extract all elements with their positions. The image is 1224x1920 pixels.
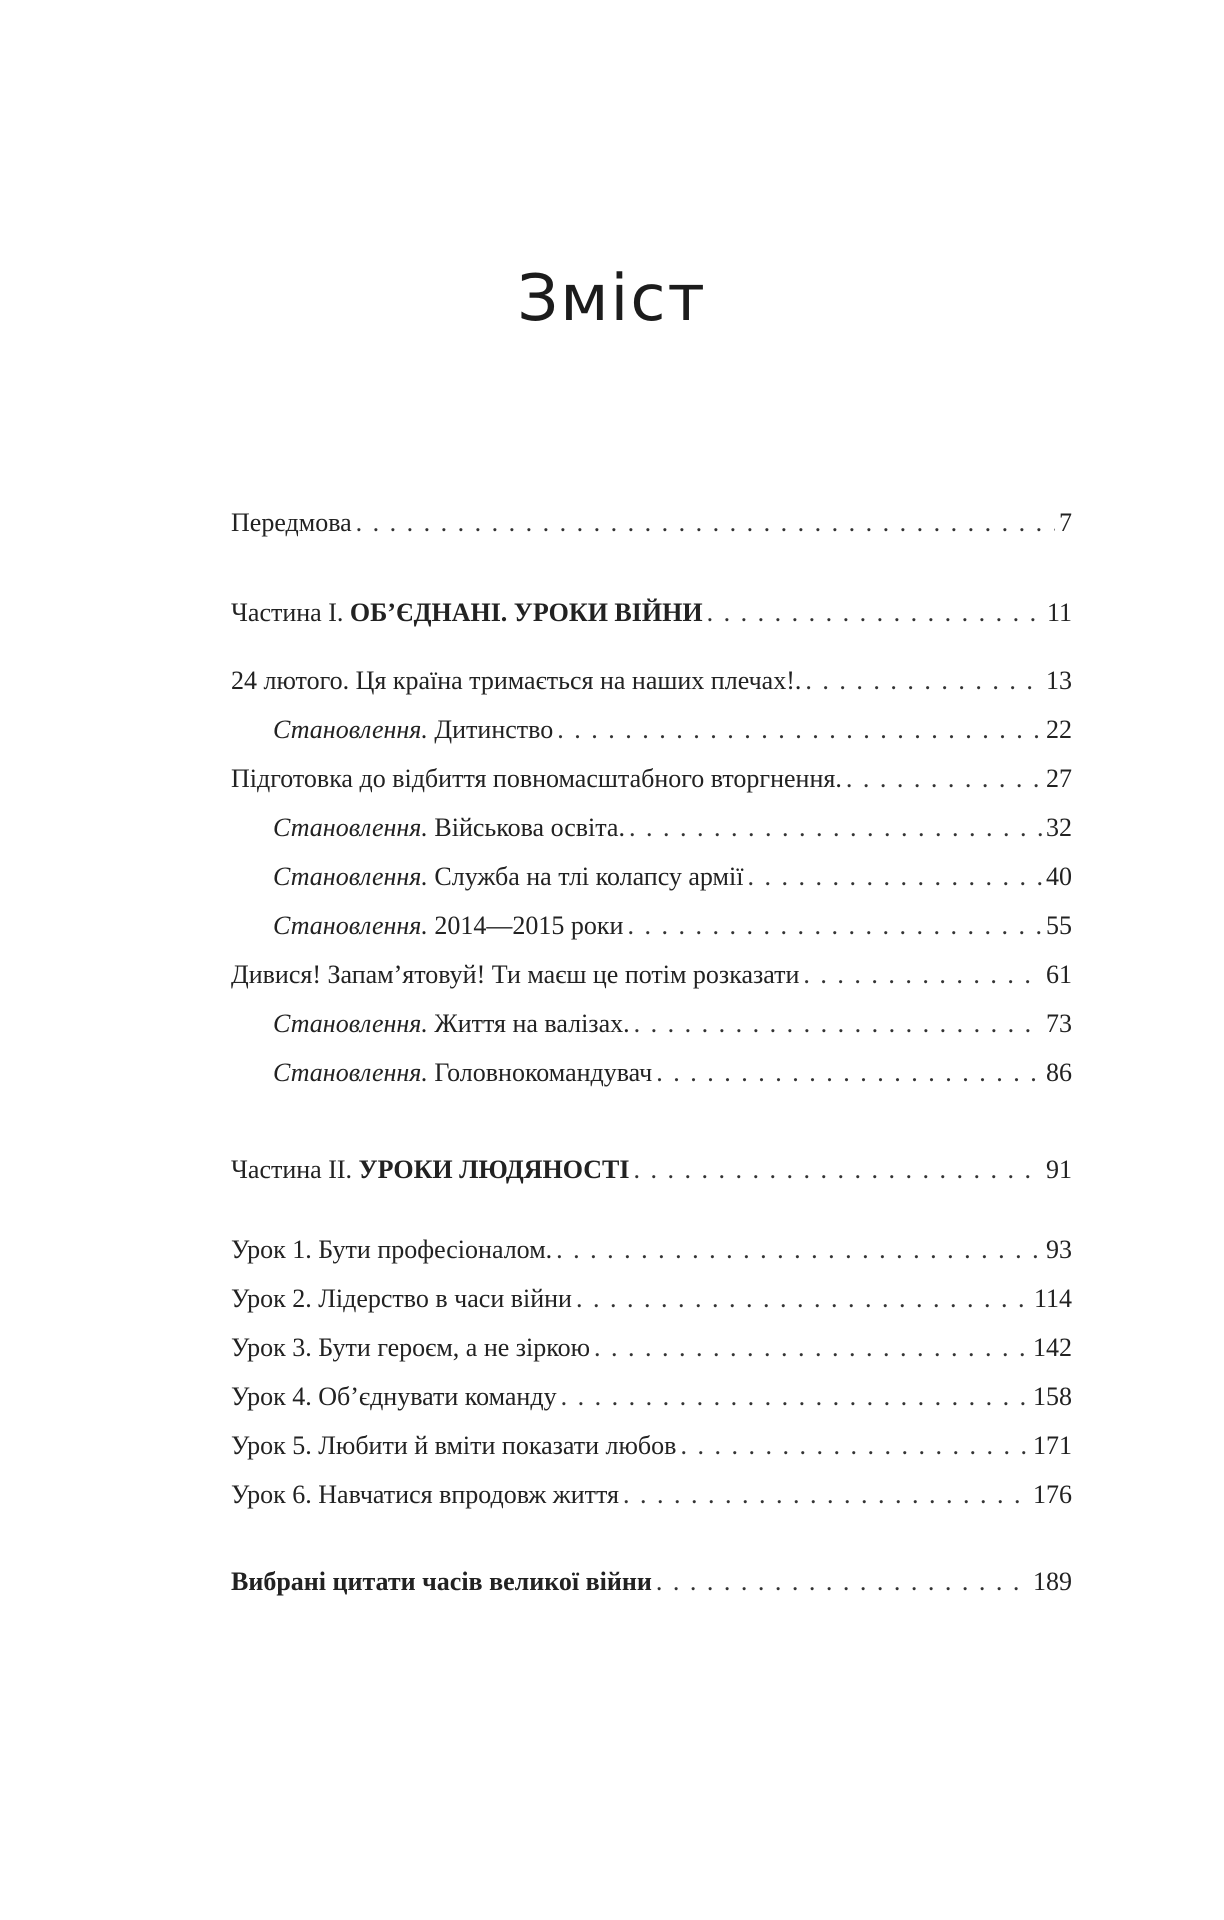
toc-entry-lesson[interactable]: [231, 1333, 1072, 1369]
toc-page-number: 114: [1033, 1284, 1072, 1313]
toc-entry-label: [273, 911, 623, 941]
toc-entry-label: Вибрані цитати часів великої війни: [231, 1567, 652, 1596]
toc-entry-label: Урок 5. Любити й вміти показати любов: [231, 1431, 677, 1460]
page-title: Зміст: [517, 262, 707, 336]
toc-entry-label: 24 лютого. Ця країна тримається на наших плечах!.: [231, 666, 802, 695]
toc-entry-label: Урок 4. Об’єднувати команду: [231, 1382, 557, 1411]
toc-entry-label: Підготовка до відбиття повномасштабного вторгнення.: [231, 764, 842, 793]
toc-entry[interactable]: [273, 862, 1072, 898]
section-prefix: Становлення.: [273, 1058, 428, 1087]
section-prefix: Становлення.: [273, 813, 428, 842]
toc-entry-label: Урок 3. Бути героєм, а не зіркою: [231, 1333, 591, 1362]
toc-entry[interactable]: [273, 813, 1072, 849]
dot-leader: [707, 598, 1043, 628]
dot-leader: [680, 1431, 1029, 1461]
section-title: Служба на тлі колапсу армії: [427, 862, 744, 891]
dot-leader: [629, 813, 1042, 843]
dot-leader: [846, 764, 1042, 794]
dot-leader: [561, 1382, 1029, 1412]
dot-leader: [576, 1284, 1030, 1314]
dot-leader: [656, 1058, 1042, 1088]
toc-entry-preface[interactable]: [231, 508, 1072, 544]
toc-entry-label: Передмова: [231, 508, 352, 537]
toc-page-number: 22: [1046, 715, 1072, 744]
toc-entry[interactable]: [231, 960, 1072, 996]
toc-entry[interactable]: [273, 1009, 1072, 1045]
toc-page-number: 189: [1033, 1567, 1072, 1596]
toc-entry[interactable]: [273, 1058, 1072, 1094]
toc-page-number: 176: [1033, 1480, 1072, 1509]
section-title: 2014—2015 роки: [427, 911, 624, 940]
toc-entry-lesson[interactable]: [231, 1480, 1072, 1516]
section-title: Життя на валізах.: [427, 1009, 630, 1038]
toc-entry-label: Урок 2. Лідерство в часи війни: [231, 1284, 572, 1313]
toc-page-number: 73: [1046, 1009, 1072, 1038]
toc-page-number: 32: [1046, 813, 1072, 842]
toc-entry-lesson[interactable]: [231, 1235, 1072, 1271]
toc-page-number: 13: [1046, 666, 1072, 695]
toc-page-number: 27: [1046, 764, 1072, 793]
dot-leader: [803, 960, 1042, 990]
dot-leader: [634, 1009, 1042, 1039]
section-prefix: Становлення.: [273, 1009, 428, 1038]
toc-page-number: 86: [1046, 1058, 1072, 1087]
dot-leader: [594, 1333, 1029, 1363]
toc-page-number: 93: [1046, 1235, 1072, 1264]
dot-leader: [627, 911, 1042, 941]
section-title: Військова освіта.: [427, 813, 625, 842]
toc-page-number: 171: [1033, 1431, 1072, 1460]
dot-leader: [356, 508, 1055, 538]
toc-entry-part1[interactable]: [231, 598, 1072, 634]
toc-page-number: 91: [1046, 1155, 1072, 1184]
section-prefix: Становлення.: [273, 911, 428, 940]
toc-entry-label: Дивися! Запам’ятовуй! Ти маєш це потім розказати: [231, 960, 800, 989]
section-title: Головнокомандувач: [427, 1058, 653, 1087]
toc-entry[interactable]: [231, 666, 1072, 702]
toc-entry-label: Урок 6. Навчатися впродовж життя: [231, 1480, 619, 1509]
dot-leader: [556, 1235, 1042, 1265]
toc-entry[interactable]: [273, 911, 1072, 947]
dot-leader: [747, 862, 1042, 892]
toc-entry-label: Урок 1. Бути професіоналом.: [231, 1235, 553, 1264]
toc-entry-label: [231, 1155, 630, 1185]
toc-entry-label: [273, 1009, 630, 1039]
toc-page-number: 158: [1033, 1382, 1072, 1411]
dot-leader: [656, 1567, 1029, 1597]
part-prefix: Частина І.: [231, 598, 350, 627]
toc-entry[interactable]: [273, 715, 1072, 751]
dot-leader: [634, 1155, 1043, 1185]
toc-entry-quotes[interactable]: [231, 1567, 1072, 1603]
toc-entry-label: [273, 813, 625, 843]
toc-entry-label: [273, 1058, 652, 1088]
toc-page-number: 55: [1046, 911, 1072, 940]
section-title: Дитинство: [427, 715, 554, 744]
toc-entry-part2[interactable]: [231, 1155, 1072, 1191]
part-prefix: Частина ІІ.: [231, 1155, 359, 1184]
part-title: УРОКИ ЛЮДЯНОСТІ: [358, 1155, 630, 1184]
part-title: ОБ’ЄДНАНІ. УРОКИ ВІЙНИ: [349, 598, 703, 627]
dot-leader: [805, 666, 1042, 696]
toc-entry[interactable]: [231, 764, 1072, 800]
section-prefix: Становлення.: [273, 862, 428, 891]
toc-page-number: 11: [1046, 598, 1072, 627]
section-prefix: Становлення.: [273, 715, 428, 744]
toc-page-number: 7: [1059, 508, 1072, 537]
toc-entry-label: [273, 715, 553, 745]
dot-leader: [557, 715, 1042, 745]
toc-entry-lesson[interactable]: [231, 1382, 1072, 1418]
toc-page-number: 40: [1046, 862, 1072, 891]
toc-entry-lesson[interactable]: [231, 1284, 1072, 1320]
toc-entry-lesson[interactable]: [231, 1431, 1072, 1467]
toc-entry-label: [231, 598, 703, 628]
toc-page-number: 142: [1033, 1333, 1072, 1362]
dot-leader: [623, 1480, 1029, 1510]
toc-entry-label: [273, 862, 743, 892]
toc-page-number: 61: [1046, 960, 1072, 989]
